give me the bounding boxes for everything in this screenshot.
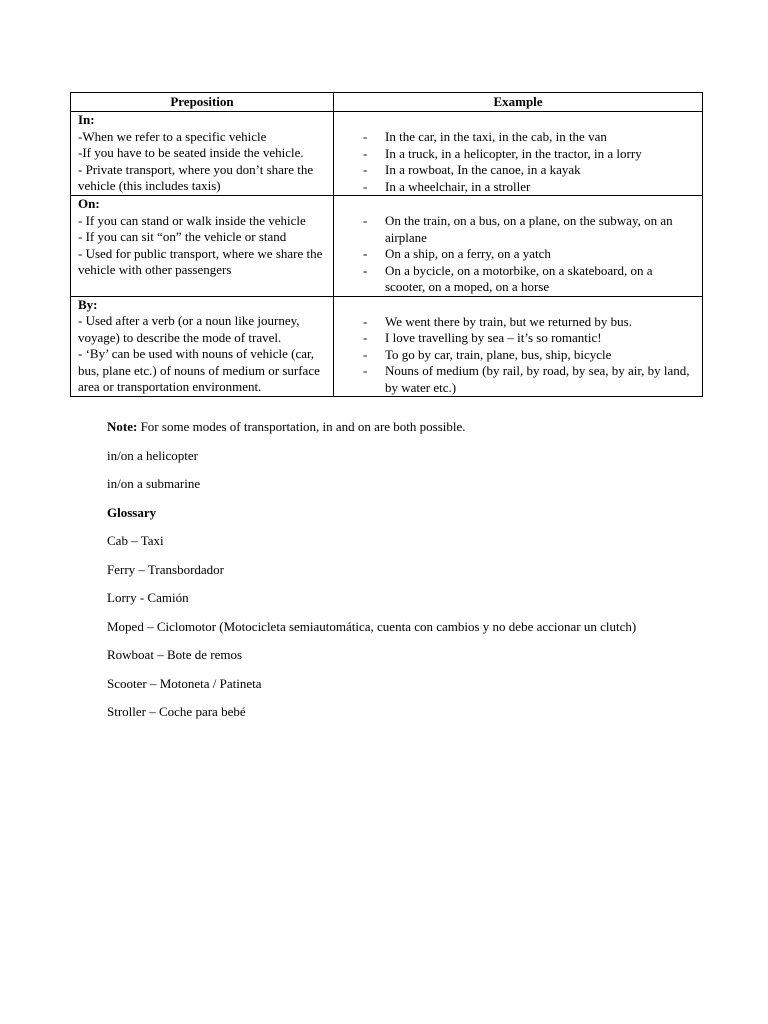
example-text: On the train, on a bus, on a plane, on the subway, on an airplane — [385, 213, 673, 245]
dash-bullet: - — [363, 162, 368, 177]
example-cell — [334, 196, 703, 297]
dash-bullet: - — [363, 330, 368, 345]
dash-bullet: - — [363, 313, 368, 329]
glossary-item: Lorry - Camión — [107, 590, 189, 605]
note-example: in/on a helicopter — [107, 447, 198, 463]
example-item — [341, 263, 695, 296]
preposition-heading: In: — [78, 112, 95, 127]
example-list — [341, 314, 695, 397]
preposition-table — [70, 92, 703, 397]
example-text: On a bycicle, on a motorbike, on a skateboard, on a scooter, on a moped, on a horse — [385, 262, 653, 294]
example-text: To go by car, train, plane, bus, ship, bicycle — [385, 346, 612, 362]
example-list — [341, 213, 695, 296]
dash-bullet: - — [363, 346, 368, 362]
dash-bullet: - — [363, 129, 368, 144]
usage-description: - ‘By’ can be used with nouns of vehicle (car, bus, plane etc.) of nouns of medium or surface area or transportation environment. — [78, 346, 320, 394]
dash-bullet: - — [363, 363, 368, 378]
example-text: Nouns of medium (by rail, by road, by sea, by air, by land, by water etc.) — [385, 363, 690, 395]
table-row — [71, 296, 703, 397]
example-text: In the car, in the taxi, in the cab, in the van — [385, 129, 607, 144]
glossary-item: Moped – Ciclomotor (Motocicleta semiautomática, cuenta con cambios y no debe accionar un clutch) — [107, 618, 637, 634]
header-example: Example — [334, 93, 703, 112]
example-cell — [334, 112, 703, 196]
glossary-list — [107, 532, 647, 720]
example-item — [341, 146, 695, 163]
example-text: On a ship, on a ferry, on a yatch — [385, 246, 551, 261]
example-item — [341, 363, 695, 396]
note-label: Note: — [107, 419, 138, 434]
preposition-cell — [71, 296, 334, 397]
usage-description: -When we refer to a specific vehicle — [78, 128, 267, 144]
usage-description: - Used after a verb (or a noun like journey, voyage) to describe the mode of travel. — [78, 313, 300, 345]
example-item — [341, 330, 695, 347]
example-text: In a rowboat, In the canoe, in a kayak — [385, 162, 581, 177]
glossary-title: Glossary — [107, 504, 157, 520]
preposition-cell — [71, 196, 334, 297]
example-cell — [334, 296, 703, 397]
dash-bullet: - — [363, 246, 368, 261]
glossary-item: Rowboat – Bote de remos — [107, 647, 243, 662]
example-text: In a wheelchair, in a stroller — [385, 178, 531, 194]
notes-section — [107, 418, 647, 732]
usage-description: - Private transport, where you don’t share the vehicle (this includes taxis) — [78, 161, 314, 193]
header-preposition: Preposition — [71, 93, 334, 112]
note-text: For some modes of transportation, in and on are both possible. — [137, 419, 466, 434]
example-item — [341, 179, 695, 196]
example-item — [341, 347, 695, 364]
example-list — [341, 129, 695, 195]
preposition-cell — [71, 112, 334, 196]
example-text: We went there by train, but we returned by bus. — [385, 313, 632, 329]
preposition-heading: By: — [78, 296, 98, 312]
example-item — [341, 129, 695, 146]
usage-description: - If you can stand or walk inside the vehicle — [78, 212, 306, 228]
example-item — [341, 246, 695, 263]
preposition-heading: On: — [78, 196, 100, 211]
usage-description: -If you have to be seated inside the vehicle. — [78, 145, 304, 160]
usage-description: - Used for public transport, where we share the vehicle with other passengers — [78, 245, 323, 277]
table-header-row — [71, 93, 703, 112]
table-body — [71, 112, 703, 397]
glossary-item: Scooter – Motoneta / Patineta — [107, 675, 262, 691]
usage-description: - If you can sit “on” the vehicle or stand — [78, 229, 287, 244]
glossary-item: Cab – Taxi — [107, 533, 164, 548]
note-example: in/on a submarine — [107, 476, 201, 491]
table-row — [71, 196, 703, 297]
example-item — [341, 213, 695, 246]
note-paragraph — [107, 418, 647, 435]
dash-bullet: - — [363, 145, 368, 161]
dash-bullet: - — [363, 213, 368, 228]
glossary-item: Ferry – Transbordador — [107, 561, 224, 577]
dash-bullet: - — [363, 178, 368, 194]
dash-bullet: - — [363, 262, 368, 278]
glossary-item: Stroller – Coche para bebé — [107, 704, 246, 719]
table-row — [71, 112, 703, 196]
example-item — [341, 314, 695, 331]
example-text: In a truck, in a helicopter, in the tractor, in a lorry — [385, 145, 642, 161]
example-text: I love travelling by sea – it’s so romantic! — [385, 330, 602, 345]
example-item — [341, 162, 695, 179]
